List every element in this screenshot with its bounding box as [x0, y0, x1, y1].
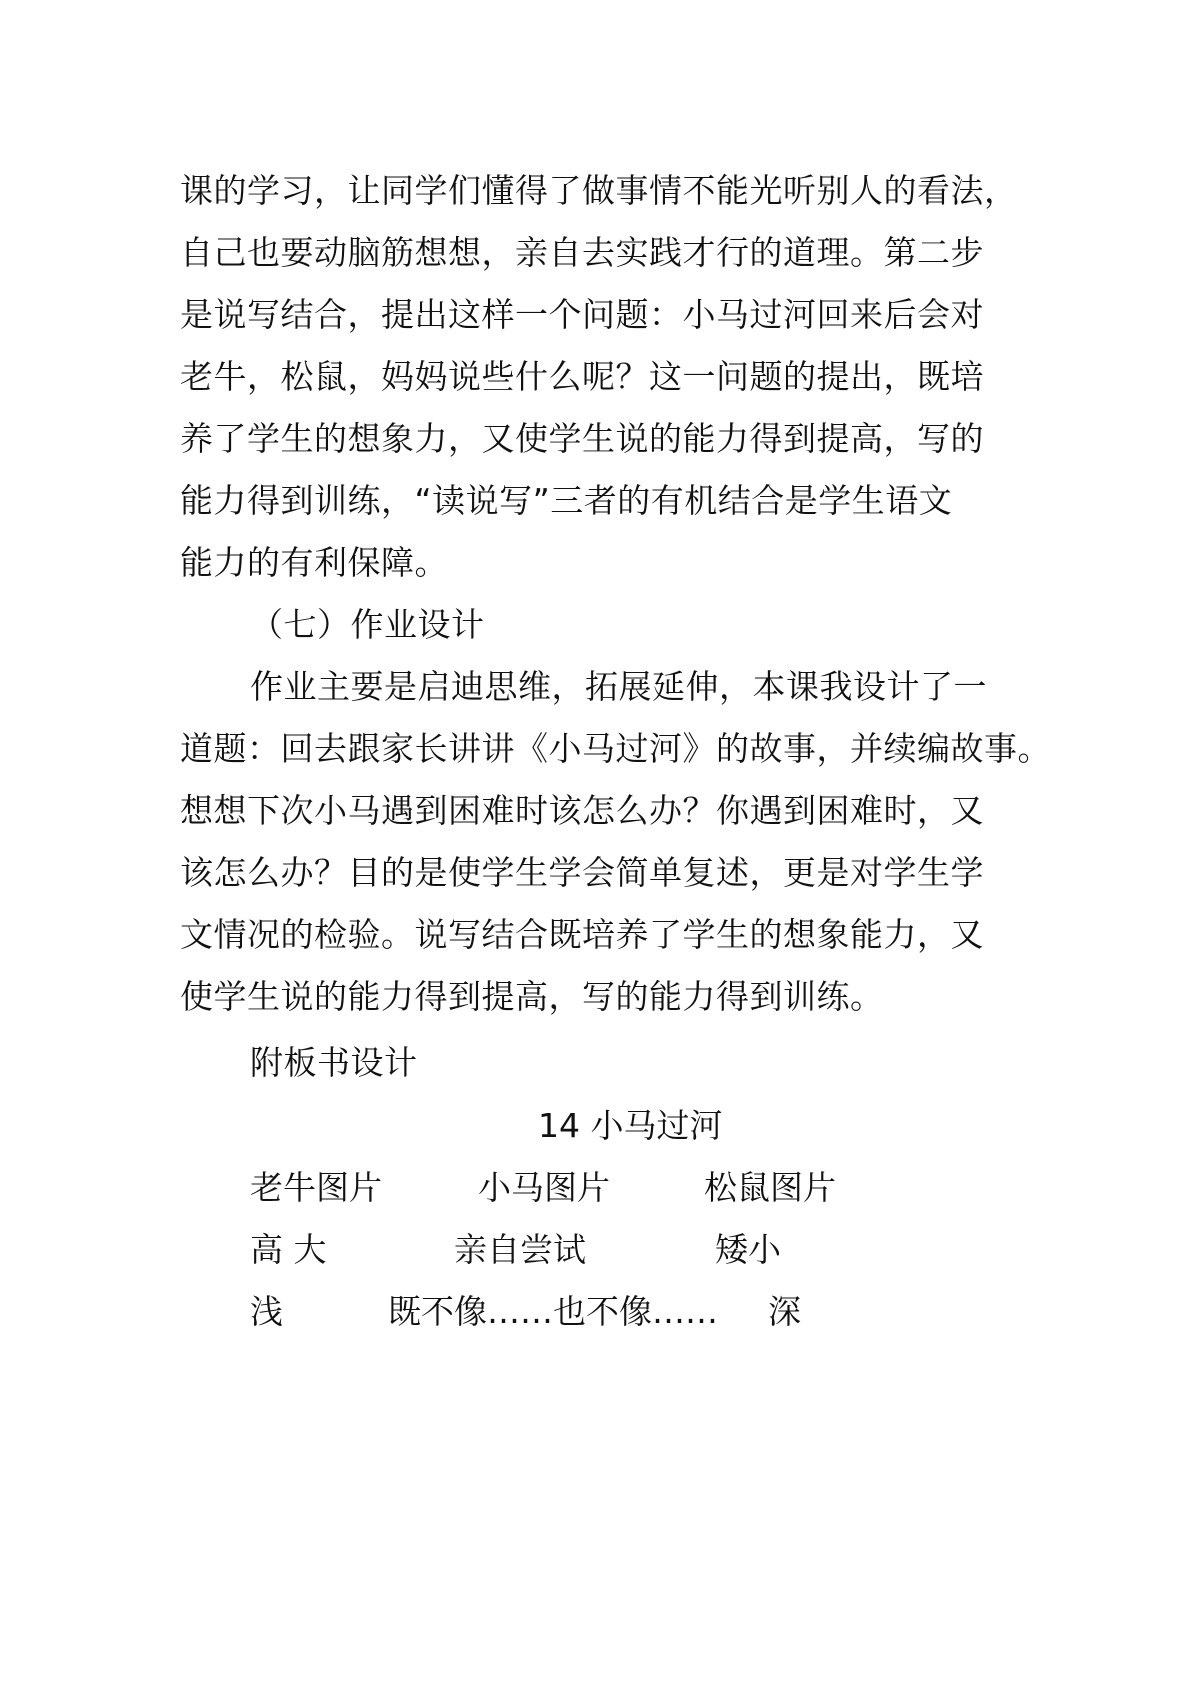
- board-cell-ox: 老牛图片: [250, 1168, 382, 1207]
- paragraph-line: 能力得到训练，“读说写”三者的有机结合是学生语文: [180, 481, 953, 520]
- paragraph-line: 课的学习，让同学们懂得了做事情不能光听别人的看法，: [180, 171, 1018, 210]
- paragraph-line: 该怎么办？目的是使学生学会简单复述，更是对学生学: [180, 853, 984, 892]
- paragraph-line: 能力的有利保障。: [180, 543, 448, 582]
- paragraph-line: 是说写结合，提出这样一个问题：小马过河回来后会对: [180, 295, 984, 334]
- paragraph-line: 文情况的检验。说写结合既培养了学生的想象能力，又: [180, 915, 984, 954]
- paragraph-line: 道题：回去跟家长讲讲《小马过河》的故事，并续编故事。: [180, 729, 1051, 768]
- board-cell-tall: 高 大: [250, 1230, 327, 1269]
- section-heading: （七）作业设计: [250, 605, 485, 644]
- board-label: 附板书设计: [250, 1043, 418, 1082]
- paragraph-line: 老牛，松鼠，妈妈说些什么呢？这一问题的提出，既培: [180, 357, 984, 396]
- paragraph-line: 使学生说的能力得到提高，写的能力得到训练。: [180, 977, 884, 1016]
- board-cell-try: 亲自尝试: [454, 1230, 586, 1269]
- paragraph-line: 想想下次小马遇到困难时该怎么办？你遇到困难时，又: [180, 791, 984, 830]
- paragraph-line: 自己也要动脑筋想想，亲自去实践才行的道理。第二步: [180, 233, 984, 272]
- paragraph-line: 作业主要是启迪思维，拓展延伸，本课我设计了一: [250, 667, 987, 706]
- board-cell-squirrel: 松鼠图片: [704, 1168, 836, 1207]
- board-cell-deep: 深: [768, 1292, 801, 1331]
- board-cell-short: 矮小: [715, 1230, 781, 1269]
- paragraph-line: 养了学生的想象力，又使学生说的能力得到提高，写的: [180, 419, 984, 458]
- board-title: 14 小马过河: [538, 1106, 723, 1145]
- board-cell-shallow: 浅: [250, 1292, 283, 1331]
- board-cell-neither: 既不像……也不像……: [388, 1292, 718, 1331]
- board-cell-pony: 小马图片: [478, 1168, 610, 1207]
